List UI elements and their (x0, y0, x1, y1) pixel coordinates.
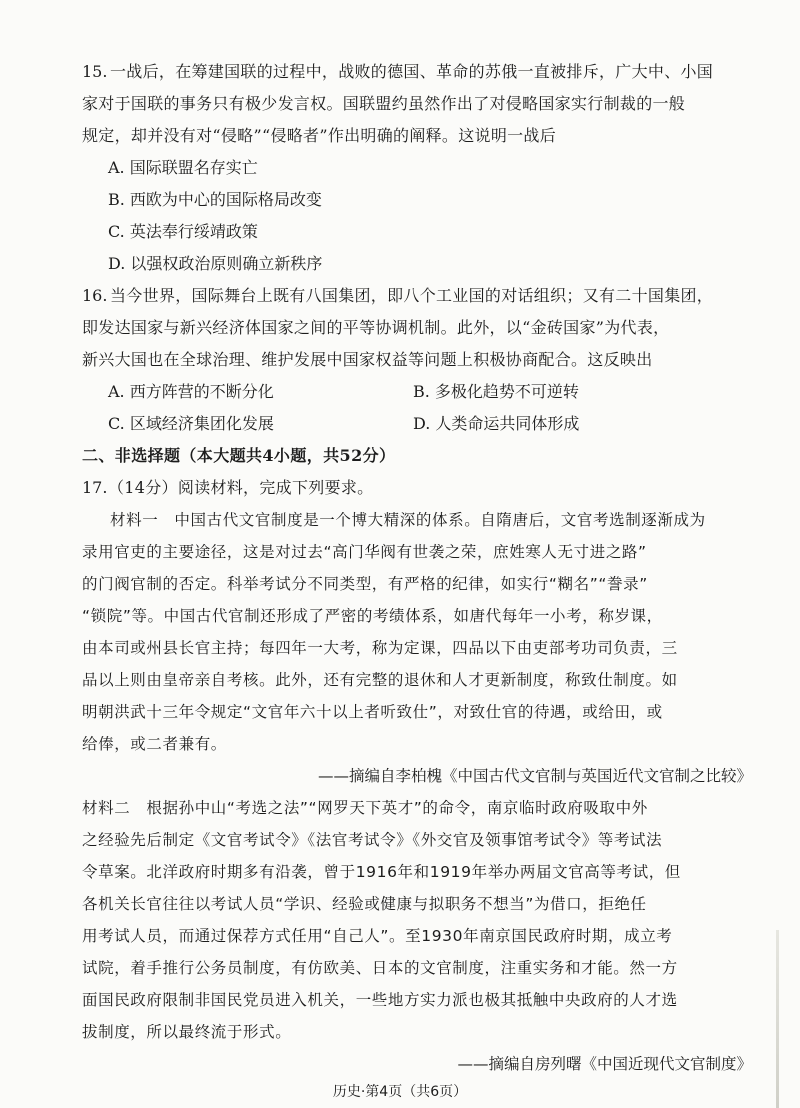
option-a: A. 国际联盟名存实亡 (108, 158, 258, 177)
material-1-line (0, 600, 800, 632)
material-text: 的门阀官制的否定。科举考试分不同类型，有严格的纪律，如实行“糊名”“誊录” (82, 575, 648, 593)
material-1-line (0, 728, 800, 760)
material-2-line (0, 792, 800, 824)
question-number: 16. (82, 286, 108, 305)
material-text: 由本司或州县长官主持；每四年一大考，称为定课，四品以下由吏部考功司负责，三 (82, 639, 678, 657)
material-2-line (0, 952, 800, 984)
material-source: ——摘编自房列曙《中国近现代文官制度》 (457, 1055, 752, 1073)
section-heading-line (0, 440, 800, 472)
material-1-line (0, 536, 800, 568)
option-b: B. 西欧为中心的国际格局改变 (108, 190, 322, 209)
question-17-line (0, 472, 800, 504)
question-text: 家对于国联的事务只有极少发言权。国联盟约虽然作出了对侵略国家实行制裁的一般 (82, 94, 686, 113)
material-1-line (0, 632, 800, 664)
question-text: 新兴大国也在全球治理、维护发展中国家权益等问题上积极协商配合。这反映出 (82, 350, 653, 369)
material-2-line (0, 824, 800, 856)
question-15-line (0, 56, 800, 88)
material-2-line (0, 1016, 800, 1048)
material-text: 品以上则由皇帝亲自考核。此外，还有完整的退休和人才更新制度，称致仕制度。如 (82, 671, 678, 689)
question-prompt: （14分）阅读材料，完成下列要求。 (108, 478, 374, 497)
question-15-line (0, 88, 800, 120)
question-16-line (0, 312, 800, 344)
material-text: 令草案。北洋政府时期多有沿袭，曾于1916年和1919年举办两届文官高等考试，但 (82, 863, 681, 881)
material-text: 用考试人员，而通过保荐方式任用“自己人”。至1930年南京国民政府时期，成立考 (82, 927, 673, 945)
option-c: C. 区域经济集团化发展 (108, 414, 274, 433)
material-text: 之经验先后制定《文官考试令》《法官考试令》《外交官及领事馆考试令》等考试法 (82, 831, 663, 849)
option-line (0, 248, 800, 280)
option-line (0, 216, 800, 248)
material-text: 各机关长官往往以考试人员“学识、经验或健康与拟职务不想当”为借口，拒绝任 (82, 895, 647, 913)
material-text: 录用官吏的主要途径，这是对过去“高门华阀有世袭之荣，庶姓寒人无寸进之路” (82, 543, 647, 561)
option-line (0, 408, 800, 440)
material-text: 明朝洪武十三年令规定“文官年六十以上者听致仕”，对致仕官的待遇，或给田，或 (82, 703, 663, 721)
question-text: 一战后，在筹建国联的过程中，战败的德国、革命的苏俄一直被排斥，广大中、小国 (110, 62, 714, 81)
material-text: 面国民政府限制非国民党员进入机关，一些地方实力派也极其抵触中央政府的人才选 (82, 991, 678, 1009)
material-1-line (0, 504, 800, 536)
material-text: “锁院”等。中国古代官制还形成了严密的考绩体系，如唐代每年一小考，称岁课， (82, 607, 663, 625)
option-line (0, 184, 800, 216)
page-footer: 历史·第4页（共6页） (332, 1084, 468, 1100)
option-b: B. 多极化趋势不可逆转 (413, 382, 579, 401)
material-1-source-line (0, 760, 800, 792)
material-1-line (0, 568, 800, 600)
option-line (0, 376, 800, 408)
option-d: D. 以强权政治原则确立新秩序 (108, 254, 323, 273)
section-heading: 二、非选择题（本大题共4小题，共52分） (82, 446, 396, 465)
material-1-line (0, 664, 800, 696)
option-c: C. 英法奉行绥靖政策 (108, 222, 258, 241)
material-2-line (0, 888, 800, 920)
option-line (0, 152, 800, 184)
material-text: 材料二 根据孙中山“考选之法”“网罗天下英才”的命令，南京临时政府吸取中外 (82, 799, 648, 817)
material-2-source-line (0, 1048, 800, 1080)
question-16-line (0, 344, 800, 376)
material-2-line (0, 920, 800, 952)
question-number: 17. (82, 478, 108, 497)
scan-edge-divider (776, 930, 779, 1108)
material-text: 拔制度，所以最终流于形式。 (82, 1023, 292, 1041)
material-1-line (0, 696, 800, 728)
material-2-line (0, 984, 800, 1016)
material-source: ——摘编自李柏槐《中国古代文官制与英国近代文官制之比较》 (317, 767, 752, 785)
option-a: A. 西方阵营的不断分化 (108, 382, 274, 401)
option-d: D. 人类命运共同体形成 (413, 414, 580, 433)
question-text: 即发达国家与新兴经济体国家之间的平等协调机制。此外，以“金砖国家”为代表， (82, 318, 670, 337)
material-text: 试院，着手推行公务员制度，有仿欧美、日本的文官制度，注重实务和才能。然一方 (82, 959, 678, 977)
question-16-line (0, 280, 800, 312)
material-text: 给俸，或二者兼有。 (82, 735, 227, 753)
question-text: 规定，却并没有对“侵略”“侵略者”作出明确的阐释。这说明一战后 (82, 126, 557, 145)
material-2-line (0, 856, 800, 888)
question-text: 当今世界，国际舞台上既有八国集团，即八个工业国的对话组织；又有二十国集团， (110, 286, 714, 305)
question-number: 15. (82, 62, 108, 81)
material-text: 材料一 中国古代文官制度是一个博大精深的体系。自隋唐后，文官考选制逐渐成为 (110, 511, 706, 529)
question-15-line (0, 120, 800, 152)
